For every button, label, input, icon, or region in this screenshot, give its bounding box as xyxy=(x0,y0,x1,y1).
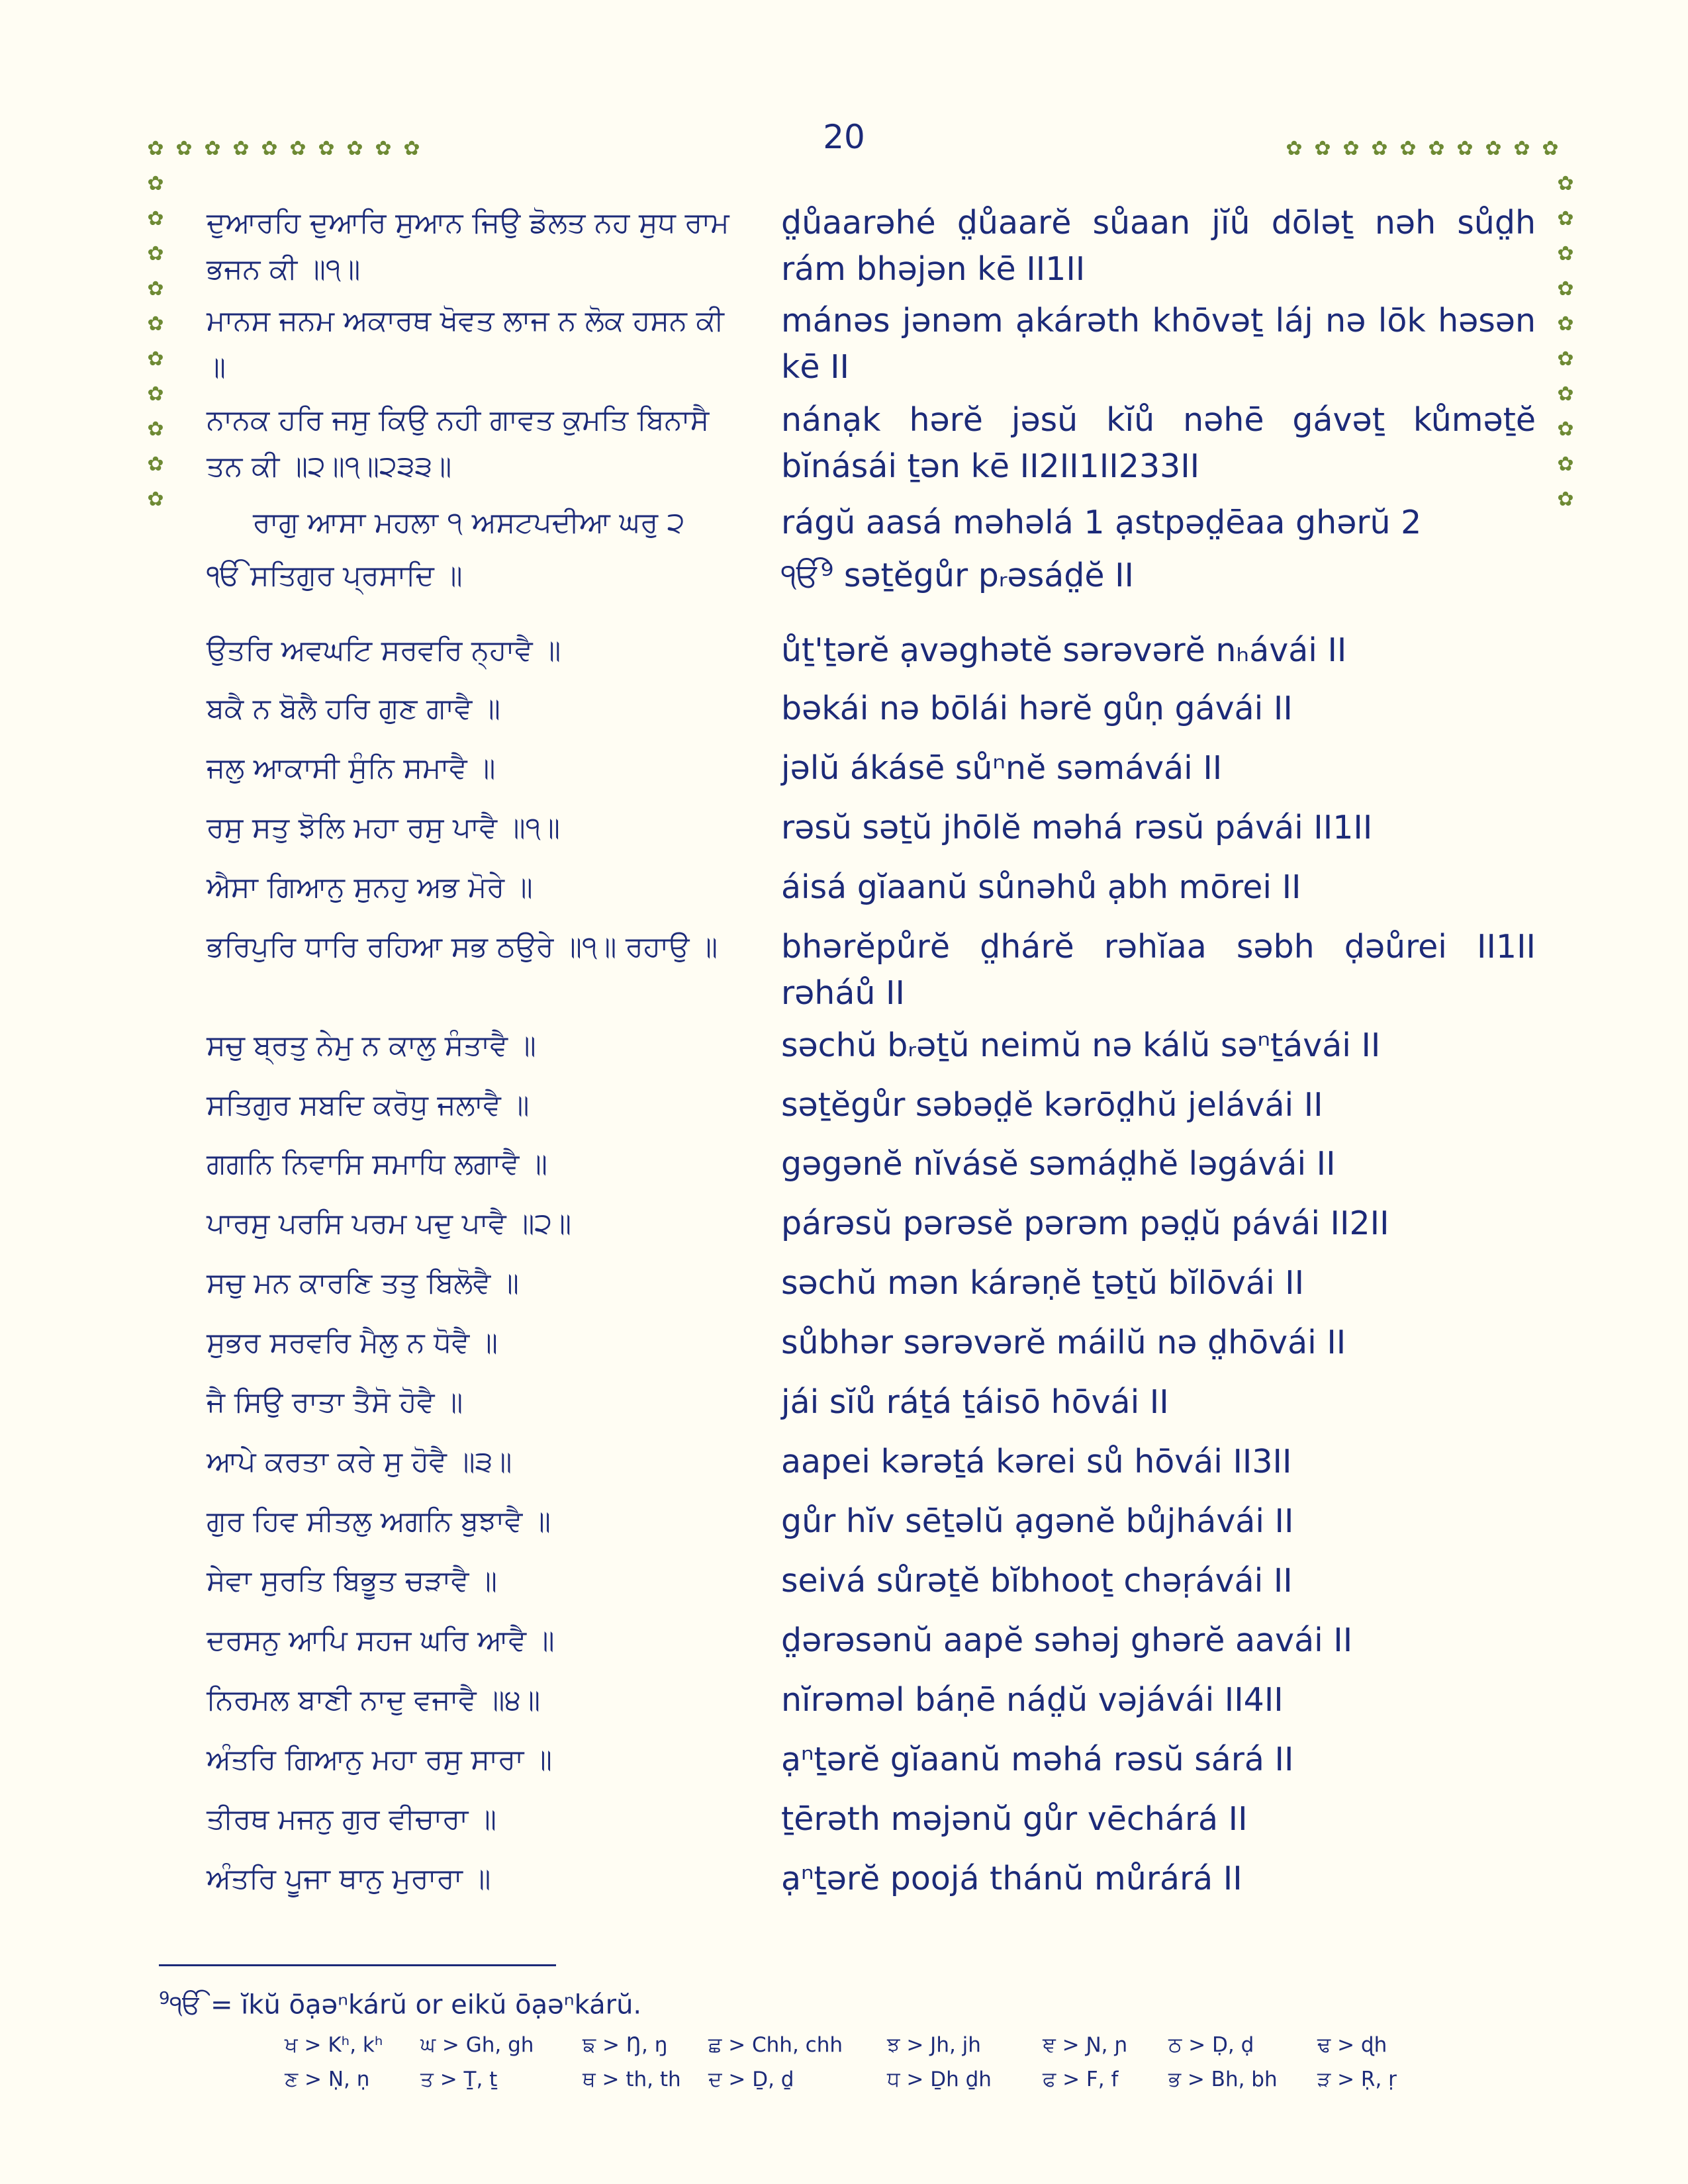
key-entry: ਠ > Ḍ, ḍ xyxy=(1168,2033,1254,2057)
gurmukhi-text: ਭਰਿਪੁਰਿ ਧਾਰਿ ਰਹਿਆ ਸਭ ਠਉਰੇ ॥੧॥ ਰਹਾਉ ॥ xyxy=(207,931,718,964)
key-entry: ਧ > Ḏh ḏh xyxy=(887,2068,992,2091)
gurmukhi-text: ਉਤਰਿ ਅਵਘਟਿ ਸਰਵਰਿ ਨ੍ਹਾਵੈ ॥ xyxy=(207,634,561,667)
key-entry: ਙ > Ŋ, ŋ xyxy=(583,2033,668,2057)
gurmukhi-text: ਐਸਾ ਗਿਆਨੁ ਸੁਨਹੁ ਅਭ ਮੋਰੇ ॥ xyxy=(207,871,533,904)
gurmukhi-text: ਸਚੁ ਬ੍ਰਤੁ ਨੇਮੁ ਨ ਕਾਲੁ ਸੰਤਾਵੈ ॥ xyxy=(207,1029,536,1062)
key-entry: ਥ > th, th xyxy=(583,2068,681,2091)
key-entry: ਝ > Jh, jh xyxy=(887,2033,981,2057)
gurmukhi-text: ਨਾਨਕ ਹਰਿ ਜਸੁ ਕਿਉ ਨਹੀ ਗਾਵਤ ਕੁਮਤਿ ਬਿਨਾਸੈ ਤਨ ਕੀ ॥੨॥੧॥੨੩੩॥ xyxy=(207,404,710,483)
gurmukhi-text: ਸਚੁ ਮਨ ਕਾਰਣਿ ਤਤੁ ਬਿਲੋਵੈ ॥ xyxy=(207,1267,519,1300)
gurmukhi-text: ਨਿਰਮਲ ਬਾਣੀ ਨਾਦੁ ਵਜਾਵੈ ॥੪॥ xyxy=(207,1684,541,1717)
gurmukhi-text: ਦੁਆਰਹਿ ਦੁਆਰਿ ਸੁਆਨ ਜਿਉ ਡੋਲਤ ਨਹ ਸੁਧ ਰਾਮ ਭਜਨ ਕੀ ॥੧॥ xyxy=(207,206,729,286)
gurmukhi-text: ਜਲੁ ਆਕਾਸੀ ਸੁੰਨਿ ਸਮਾਵੈ ॥ xyxy=(207,752,496,785)
transliteration-text: ůṯ'ṯərĕ ạvəghətĕ sərəvərĕ nₕávái II xyxy=(781,631,1347,669)
gurmukhi-text: ੴ ਸਤਿਗੁਰ ਪ੍ਰਸਾਦਿ ॥ xyxy=(207,559,463,592)
gurmukhi-text: ਤੀਰਥ ਮਜਨੁ ਗੁਰ ਵੀਚਾਰਾ ॥ xyxy=(207,1803,496,1836)
transliteration-text: aapei kərəṯá kərei sů hōvái II3II xyxy=(781,1443,1292,1480)
transliteration-text: mánəs jənəm ạkárəth khōvəṯ láj nə lōk həsən kē II xyxy=(781,302,1536,386)
gurmukhi-text: ਸੁਭਰ ਸਰਵਰਿ ਮੈਲੁ ਨ ਧੋਵੈ ॥ xyxy=(207,1326,498,1359)
transliteration-text: seivá sůrəṯĕ bĭbhooṯ chəṛávái II xyxy=(781,1562,1293,1600)
transliteration-text: gůr hĭv sēṯəlŭ ạgənĕ bůjhávái II xyxy=(781,1502,1294,1540)
gurmukhi-text: ਅੰਤਰਿ ਗਿਆਨੁ ਮਹਾ ਰਸੁ ਸਾਰਾ ॥ xyxy=(207,1743,552,1776)
key-entry: ਭ > Bh, bh xyxy=(1168,2068,1278,2091)
page-number: 20 xyxy=(823,118,865,156)
transliteration-text: jái sĭů ráṯá ṯáisō hōvái II xyxy=(781,1383,1169,1421)
transliteration-text: səṯĕgůr səbəd̤ĕ kərōd̤hŭ jelávái II xyxy=(781,1086,1323,1124)
footnote-marker: 9 xyxy=(159,1989,170,2009)
transliteration-text: sůbhər sərəvərĕ máilŭ nə d̤hōvái II xyxy=(781,1324,1346,1361)
gurmukhi-text: ਰਸੁ ਸਤੁ ਝੋਲਿ ਮਹਾ ਰਸੁ ਪਾਵੈ ॥੧॥ xyxy=(207,811,560,844)
gurmukhi-text: ਪਾਰਸੁ ਪਰਸਿ ਪਰਮ ਪਦੁ ਪਾਵੈ ॥੨॥ xyxy=(207,1207,572,1240)
transliteration-text: ṯērəth məjənŭ gůr vēchárá II xyxy=(781,1800,1248,1838)
transliteration-text: gəgənĕ nĭvásĕ səmád̤hĕ ləgávái II xyxy=(781,1145,1336,1183)
footnote-rule xyxy=(159,1964,556,1966)
key-entry: ਖ > Kʰ, kʰ xyxy=(285,2033,383,2057)
transliteration-text: rəsŭ səṯŭ jhōlĕ məhá rəsŭ pávái II1II xyxy=(781,809,1373,846)
transliteration-text: səchŭ bᵣəṯŭ neimŭ nə kálŭ səⁿṯávái II xyxy=(781,1026,1381,1064)
gurmukhi-text: ਮਾਨਸ ਜਨਮ ਅਕਾਰਥ ਖੋਵਤ ਲਾਜ ਨ ਲੋਕ ਹਸਨ ਕੀ ॥ xyxy=(207,304,724,384)
gurmukhi-text: ਸੇਵਾ ਸੁਰਤਿ ਬਿਭੂਤ ਚੜਾਵੈ ॥ xyxy=(207,1565,498,1598)
transliteration-text: nánạk hərĕ jəsŭ kĭů nəhē gávəṯ kůməṯĕ bĭnásái ṯən kē II2II1II233II xyxy=(781,401,1536,485)
key-entry: ਛ > Chh, chh xyxy=(708,2033,843,2057)
transliteration-text: bəkái nə bōlái hərĕ gůṇ gávái II xyxy=(781,690,1293,727)
key-entry: ਫ > F, f xyxy=(1043,2068,1119,2091)
footnote xyxy=(159,1979,1152,2025)
transliteration-text: áisá gĭaanŭ sůnəhů ạbh mōrei II xyxy=(781,868,1301,906)
key-entry: ਘ > Gh, gh xyxy=(420,2033,534,2057)
transliteration-text: bhərĕpůrĕ d̤hárĕ rəhĭaa səbh ḍəůrei II1II rəháů II xyxy=(781,928,1536,1012)
gurmukhi-text: ਅੰਤਰਿ ਪੂਜਾ ਥਾਨੁ ਮੁਰਾਰਾ ॥ xyxy=(207,1862,491,1895)
transliteration-text: ạⁿṯərĕ poojá thánŭ můrárá II xyxy=(781,1860,1243,1897)
transliteration-text: rágŭ aasá məhəlá 1 ạstpəd̤ēaa ghərŭ 2 xyxy=(781,504,1422,541)
gurmukhi-text: ਬਕੈ ਨ ਬੋਲੈ ਹਰਿ ਗੁਣ ਗਾਵੈ ॥ xyxy=(207,692,500,725)
gurmukhi-text: ਰਾਗੁ ਆਸਾ ਮਹਲਾ ੧ ਅਸਟਪਦੀਆ ਘਰੁ ੨ xyxy=(253,506,685,539)
gurmukhi-text: ਗਗਨਿ ਨਿਵਾਸਿ ਸਮਾਧਿ ਲਗਾਵੈ ॥ xyxy=(207,1148,548,1181)
transliteration-text: jəlŭ ákásē sůⁿnĕ səmávái II xyxy=(781,749,1223,787)
gurmukhi-text: ਜੈ ਸਿਉ ਰਾਤਾ ਤੈਸੋ ਹੋਵੈ ॥ xyxy=(207,1386,463,1419)
key-entry: ੜ > Ṛ, ṛ xyxy=(1317,2068,1397,2091)
gurmukhi-text: ਆਪੇ ਕਰਤਾ ਕਰੇ ਸੁ ਹੋਵੈ ॥੩॥ xyxy=(207,1445,512,1479)
gurmukhi-text: ਸਤਿਗੁਰ ਸਬਦਿ ਕਰੋਧੁ ਜਲਾਵੈ ॥ xyxy=(207,1089,530,1122)
key-entry: ਞ > Ɲ, ɲ xyxy=(1043,2033,1128,2057)
key-entry: ਤ > Ṯ, ṯ xyxy=(420,2068,498,2091)
transliteration-text: ੴ⁹ səṯĕgůr pᵣəsád̤ĕ II xyxy=(781,557,1134,594)
transliteration-text: nĭrəməl báṇē nád̤ŭ vəjávái II4II xyxy=(781,1681,1284,1719)
gurmukhi-text: ਦਰਸਨੁ ਆਪਿ ਸਹਜ ਘਰਿ ਆਵੈ ॥ xyxy=(207,1624,555,1657)
footnote-text: ੴ = ĭkŭ ōạəⁿkárŭ or eikŭ ōạəⁿkárŭ. xyxy=(169,1989,642,2021)
gurmukhi-text: ਗੁਰ ਹਿਵ ਸੀਤਲੁ ਅਗਨਿ ਬੁਝਾਵੈ ॥ xyxy=(207,1505,551,1538)
transliteration-text: səchŭ mən kárəṇĕ ṯəṯŭ bĭlōvái II xyxy=(781,1264,1305,1302)
transliteration-text: ạⁿṯərĕ gĭaanŭ məhá rəsŭ sárá II xyxy=(781,1741,1294,1778)
transliteration-text: párəsŭ pərəsĕ pərəm pəd̤ŭ pávái II2II xyxy=(781,1205,1389,1242)
key-entry: ਣ > Ṇ, ṇ xyxy=(285,2068,370,2091)
transliteration-text: d̤ůaarəhé d̤ůaarĕ sůaan jĭů dōləṯ nəh sůd̤h rám bhəjən kē II1II xyxy=(781,204,1536,288)
key-entry: ਢ > ɖh xyxy=(1317,2033,1387,2057)
transliteration-text: d̤ərəsənŭ aapĕ səhəj ghərĕ aavái II xyxy=(781,1621,1353,1659)
key-entry: ਦ > Ḏ, ḏ xyxy=(708,2068,794,2091)
